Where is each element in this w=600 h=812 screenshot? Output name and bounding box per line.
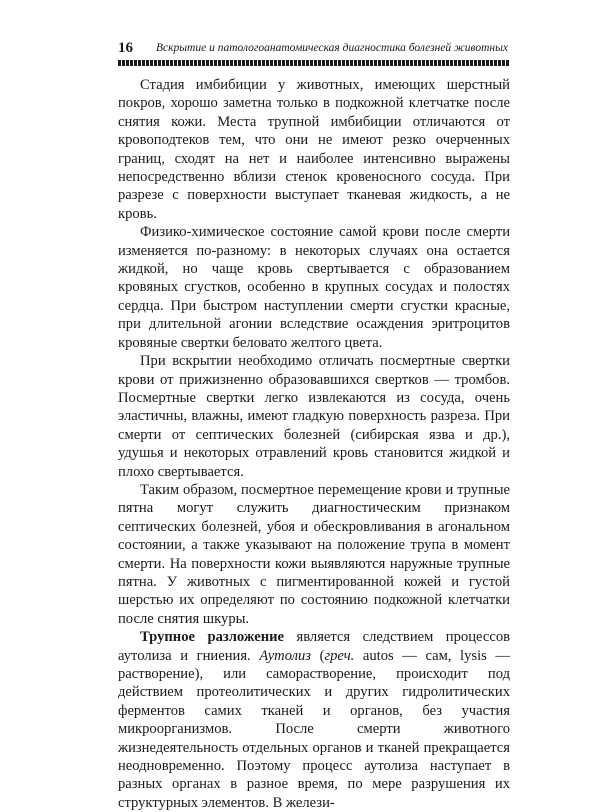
paragraph-decomposition-part-1: является следствием процессов аутолиза и гниения. [118, 629, 511, 664]
term-decomposition: Трупное разложение [140, 629, 285, 646]
body-text [118, 76, 510, 812]
page-number: 16 [118, 40, 133, 56]
paragraph-imbibition: Стадия имбибиции у животных, имеющих шерстный покров, хорошо заметна только в подкожной клетчатке после снятия кожи. Места трупной имбибиции отличаются от кровоподтеков тем, что они не имеют резко очерченных границ, сходят на нет и наиболее интенсивно выражены непосредственно вблизи стенок кровеносного сосуда. При разрезе с поверхности выступает тканевая жидкость, а не кровь. [118, 77, 510, 222]
paragraph-cadaveric-spots: Таким образом, посмертное перемещение крови и трупные пятна могут служить диагностическим признаком септических болезней, убоя и обескровливания в агональном состоянии, а также указывают на положение трупа в момент смерти. На поверхности кожи выявляются наружные трупные пятна. У животных с пигментированной кожей и густой шерстью их определяют по состоянию подкожной клетчатки после снятия шкуры. [118, 481, 510, 627]
running-head [118, 40, 508, 60]
running-head-title: Вскрытие и патологоанатомическая диагностика болезней животных [156, 42, 508, 54]
paragraph-blood-state: Физико-химическое состояние самой крови после смерти изменяется по-разному: в некоторых случаях она остается жидкой, но чаще кровь свертывается с образованием кровяных сгустков, особенно в крупных сосудах и полостях сердца. При быстром наступлении смерти сгустки красные, при длительной агонии вследствие осаждения эритроцитов кровяные свертки беловато желтого цвета. [118, 224, 510, 351]
paragraph-decomposition [118, 628, 510, 812]
paragraph-decomposition-part-2: ( [311, 647, 325, 664]
header-rule [118, 60, 510, 66]
greek-abbrev: греч. [324, 647, 355, 664]
term-autolysis: Аутолиз [259, 647, 311, 664]
paragraph-clots: При вскрытии необходимо отличать посмертные свертки крови от прижизненно образовавшихся свертков — тромбов. Посмертные свертки легко извлекаются из сосуда, очень эластичны, влажны, имеют гладкую поверхность разреза. При смерти от септических болезней (сибирская язва и др.), удушья и некоторых отравлений кровь становится жидкой и плохо свертывается. [118, 353, 510, 480]
paragraph-decomposition-part-3: autos — сам, lysis — растворение), или саморастворение, происходит под действием протеолитических и других гидролитических ферментов самих тканей и органов, без участия микроорганизмов. После смерти животного жизнедеятельность отдельных органов и тканей прекращается неодновременно. Поэтому процесс аутолиза наступает в разных органах в разное время, по мере разрушения их структурных элементов. В желези- [118, 647, 510, 811]
